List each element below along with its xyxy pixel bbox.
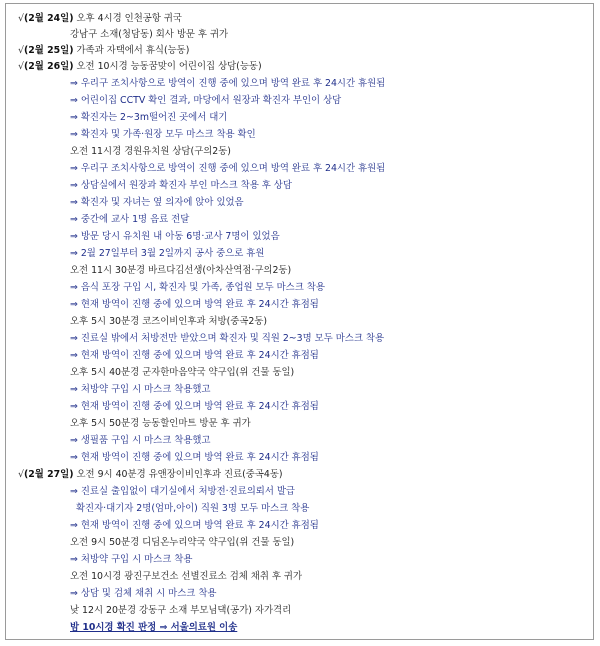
line-text: 낮 12시 20분경 강동구 소재 부모님댁(공가) 자가격리 — [70, 605, 292, 616]
line-text: ⇒ 생필품 구입 시 마스크 착용했고 — [70, 435, 211, 446]
timeline-line — [70, 281, 325, 295]
line-text: 오후 5시 40분경 군자한마음약국 약구입(위 건물 동일) — [70, 367, 295, 378]
line-text: 오전 11시 30분경 바르다김선생(아차산역점·구의2동) — [70, 265, 292, 276]
date-entry-line — [18, 12, 182, 26]
line-text: 가족과 자택에서 휴식(능동) — [76, 45, 190, 56]
line-text: ⇒ 확진자 및 가족·원장 모두 마스크 착용 확인 — [70, 129, 256, 140]
line-text: ⇒ 현재 방역이 진행 중에 있으며 방역 완료 후 24시간 휴점됨 — [70, 520, 319, 531]
timeline-line — [70, 111, 227, 125]
timeline-line — [70, 621, 237, 635]
timeline-line — [70, 77, 385, 91]
line-text: ⇒ 처방약 구입 시 마스크 착용 — [70, 554, 193, 565]
line-text: 오후 5시 50분경 능동할인마트 방문 후 귀가 — [70, 418, 251, 429]
line-text: ⇒ 방문 당시 유치원 내 아동 6명·교사 7명이 있었음 — [70, 231, 280, 242]
line-text: 오전 10시경 능동꿈맞이 어린이집 상담(능동) — [76, 61, 262, 72]
line-text: ⇒ 우리구 조치사항으로 방역이 진행 중에 있으며 방역 완료 후 24시간 휴원됨 — [70, 163, 386, 174]
line-text: ⇒ 진료실 출입없이 대기실에서 처방전·진료의뢰서 발급 — [70, 486, 295, 497]
date-label: (2월 26일) — [23, 61, 74, 72]
date-label: (2월 25일) — [23, 45, 74, 56]
timeline-line — [70, 247, 264, 261]
timeline-line — [70, 434, 211, 448]
line-text: ⇒ 현재 방역이 진행 중에 있으며 방역 완료 후 24시간 휴점됨 — [70, 401, 319, 412]
timeline-line — [70, 417, 251, 431]
timeline-line — [70, 213, 189, 227]
line-text: ⇒ 2월 27일부터 3월 2일까지 공사 중으로 휴원 — [70, 248, 265, 259]
timeline-line — [70, 604, 291, 618]
line-text: ⇒ 중간에 교사 1명 음료 전달 — [70, 214, 190, 225]
line-text: ⇒ 현재 방역이 진행 중에 있으며 방역 완료 후 24시간 휴점됨 — [70, 299, 319, 310]
line-text: ⇒ 현재 방역이 진행 중에 있으며 방역 완료 후 24시간 휴점됨 — [70, 350, 319, 361]
timeline-line — [70, 587, 216, 601]
timeline-line — [70, 145, 231, 159]
line-text: ⇒ 확진자 및 자녀는 옆 의자에 앉아 있었음 — [70, 197, 244, 208]
timeline-line — [70, 366, 294, 380]
line-text: 확진자·대기자 2명(엄마,아이) 직원 3명 모두 마스크 착용 — [76, 503, 310, 514]
timeline-line — [70, 383, 211, 397]
check-mark-icon: √ — [18, 469, 24, 480]
line-text: ⇒ 상담실에서 원장과 확진자 부인 마스크 착용 후 상담 — [70, 180, 292, 191]
line-text: 오후 5시 30분경 코즈이비인후과 처방(중곡2동) — [70, 316, 268, 327]
date-entry-line — [18, 60, 262, 74]
line-text: 오후 4시경 인천공항 귀국 — [76, 13, 182, 24]
line-text: 오전 9시 50분경 디딤온누리약국 약구입(위 건물 동일) — [70, 537, 295, 548]
timeline-line — [70, 400, 319, 414]
timeline-line — [70, 570, 302, 584]
timeline-line — [70, 298, 319, 312]
line-text: 오전 11시경 경원유치원 상담(구의2동) — [70, 146, 231, 157]
timeline-line — [70, 519, 319, 533]
timeline-line — [70, 230, 280, 244]
line-text: 오전 9시 40분경 유앤장이비인후과 진료(중곡4동) — [76, 469, 283, 480]
timeline-line — [70, 553, 192, 567]
date-entry-line — [18, 468, 283, 482]
line-text: ⇒ 음식 포장 구입 시, 확진자 및 가족, 종업원 모두 마스크 착용 — [70, 282, 325, 293]
final-status-text: 밤 10시경 확진 판정 ⇒ 서울의료원 이송 — [70, 622, 238, 633]
timeline-line — [70, 536, 294, 550]
line-text: ⇒ 현재 방역이 진행 중에 있으며 방역 완료 후 24시간 휴점됨 — [70, 452, 319, 463]
check-mark-icon: √ — [18, 61, 24, 72]
timeline-line — [70, 179, 292, 193]
date-label: (2월 27일) — [23, 469, 74, 480]
date-label: (2월 24일) — [23, 13, 74, 24]
date-entry-line — [18, 44, 189, 58]
timeline-line — [76, 502, 309, 516]
line-text: ⇒ 처방약 구입 시 마스크 착용했고 — [70, 384, 211, 395]
timeline-line — [70, 332, 384, 346]
timeline-line — [70, 94, 341, 108]
document-frame — [5, 3, 594, 640]
line-text: ⇒ 상담 및 검체 채취 시 마스크 착용 — [70, 588, 217, 599]
line-text: ⇒ 어린이집 CCTV 확인 결과, 마당에서 원장과 확진자 부인이 상담 — [70, 95, 342, 106]
timeline-line — [70, 349, 319, 363]
timeline-line — [70, 196, 244, 210]
timeline-line — [70, 264, 291, 278]
timeline-line — [70, 315, 267, 329]
line-text: 오전 10시경 광진구보건소 선별진료소 검체 채취 후 귀가 — [70, 571, 303, 582]
timeline-line — [70, 485, 295, 499]
check-mark-icon: √ — [18, 45, 24, 56]
timeline-line — [70, 451, 319, 465]
timeline-line — [70, 28, 228, 42]
line-text: 강남구 소재(청담동) 회사 방문 후 귀가 — [70, 29, 229, 40]
line-text: ⇒ 진료실 밖에서 처방전만 받았으며 확진자 및 직원 2~3명 모두 마스크 착용 — [70, 333, 384, 344]
timeline-line — [70, 162, 385, 176]
timeline-line — [70, 128, 256, 142]
check-mark-icon: √ — [18, 13, 24, 24]
line-text: ⇒ 우리구 조치사항으로 방역이 진행 중에 있으며 방역 완료 후 24시간 휴원됨 — [70, 78, 386, 89]
line-text: ⇒ 확진자는 2~3m떨어진 곳에서 대기 — [70, 112, 228, 123]
